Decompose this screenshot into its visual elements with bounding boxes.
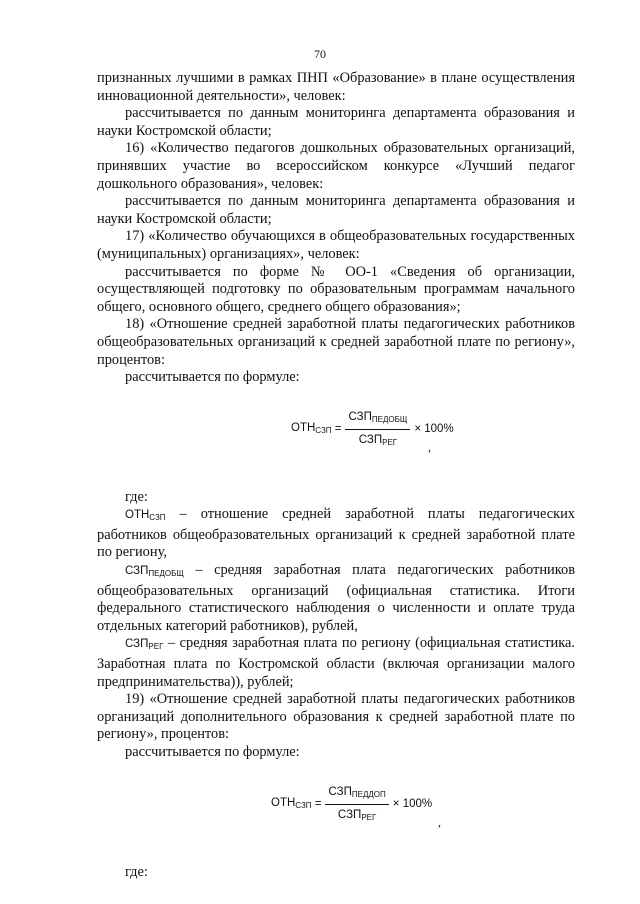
formula-multiplier: × 100%	[414, 423, 454, 436]
formula-19: $ОТН_{СЗП}$ = $\frac{СЗП_{ПЕДДОП}}{СЗП_{РЕГ}}$ × 100% ,	[97, 784, 575, 840]
paragraph-indicator-18: 18) «Отношение средней заработной платы педагогических работников общеобразовательных организаций к средней заработной плате по региону», процентов:	[97, 316, 575, 368]
definition-symbol: $СЗП_{РЕГ}$	[125, 638, 164, 652]
paragraph-calc-method-15: рассчитывается по данным мониторинга департамента образования и науки Костромской области;	[97, 105, 575, 139]
formula-lhs: $ОТН_{СЗП}$	[271, 797, 312, 811]
paragraph-formula-intro-18: рассчитывается по формуле:	[125, 369, 300, 386]
paragraph-formula-intro-19: рассчитывается по формуле:	[125, 744, 300, 760]
formula-comma: ,	[438, 814, 441, 829]
formula-denominator: $СЗП_{РЕГ}$	[358, 434, 398, 448]
formula-lhs: $ОТН_{СЗП}$	[291, 422, 332, 436]
formula-fraction	[325, 784, 388, 827]
formula-18: $ОТН_{СЗП}$ = $\frac{СЗП_{ПЕДОБЩ}}{СЗП_{РЕГ}}$ × 100% ,	[97, 409, 575, 465]
definition-symbol: $СЗП_{ПЕДОБЩ}$	[125, 565, 184, 579]
formula-fraction	[345, 409, 410, 452]
paragraph-calc-method-16: рассчитывается по данным мониторинга департамента образования и науки Костромской области;	[97, 193, 575, 227]
formula-numerator: $СЗП_{ПЕДДОП}$	[325, 784, 388, 806]
paragraph-indicator-17: 17) «Количество обучающихся в общеобразовательных государственных (муниципальных) организациях», человек:	[97, 228, 575, 262]
formula-numerator: $СЗП_{ПЕДОБЩ}$	[345, 409, 410, 431]
paragraph-indicator-19: 19) «Отношение средней заработной платы педагогических работников организаций дополнительного образования к средней заработной плате по региону», процентов:	[97, 691, 575, 743]
page-number: 70	[314, 47, 326, 61]
document-body	[97, 70, 575, 881]
formula-comma: ,	[428, 439, 431, 454]
paragraph-continuation: признанных лучшими в рамках ПНП «Образование» в плане осуществления инновационной деятельности», человек:	[97, 70, 575, 104]
where-label: где:	[125, 863, 148, 880]
definition-szp-pedobsch: $СЗП_{ПЕДОБЩ}$ – средняя заработная плата педагогических работников общеобразовательных организаций (официальная статистика. Итоги федерального статистического наблюдения о численности и оплате труда отдельных категорий работников), рублей,	[97, 562, 575, 634]
definition-oth-szp: $ОТН_{СЗП}$ – отношение средней заработной платы педагогических работников общеобразовательных организаций к средней заработной плате по региону,	[97, 506, 575, 561]
paragraph-calc-method-17: рассчитывается по форме № ОО-1 «Сведения об организации, осуществляющей подготовку по образовательным программам начального общего, основного общего, среднего общего образования»;	[97, 263, 575, 315]
formula-multiplier: × 100%	[392, 798, 433, 811]
paragraph-indicator-16: 16) «Количество педагогов дошкольных образовательных организаций, принявших участие во всероссийском конкурсе «Лучший педагог дошкольного образования», человек:	[97, 140, 575, 192]
where-label: где:	[125, 488, 148, 505]
definition-szp-reg: $СЗП_{РЕГ}$ – средняя заработная плата по региону (официальная статистика. Заработная плата по Костромской области (включая организации малого предпринимательства)), рублей;	[97, 635, 575, 690]
definition-symbol: $ОТН_{СЗП}$	[125, 509, 166, 523]
formula-denominator: $СЗП_{РЕГ}$	[337, 809, 377, 823]
